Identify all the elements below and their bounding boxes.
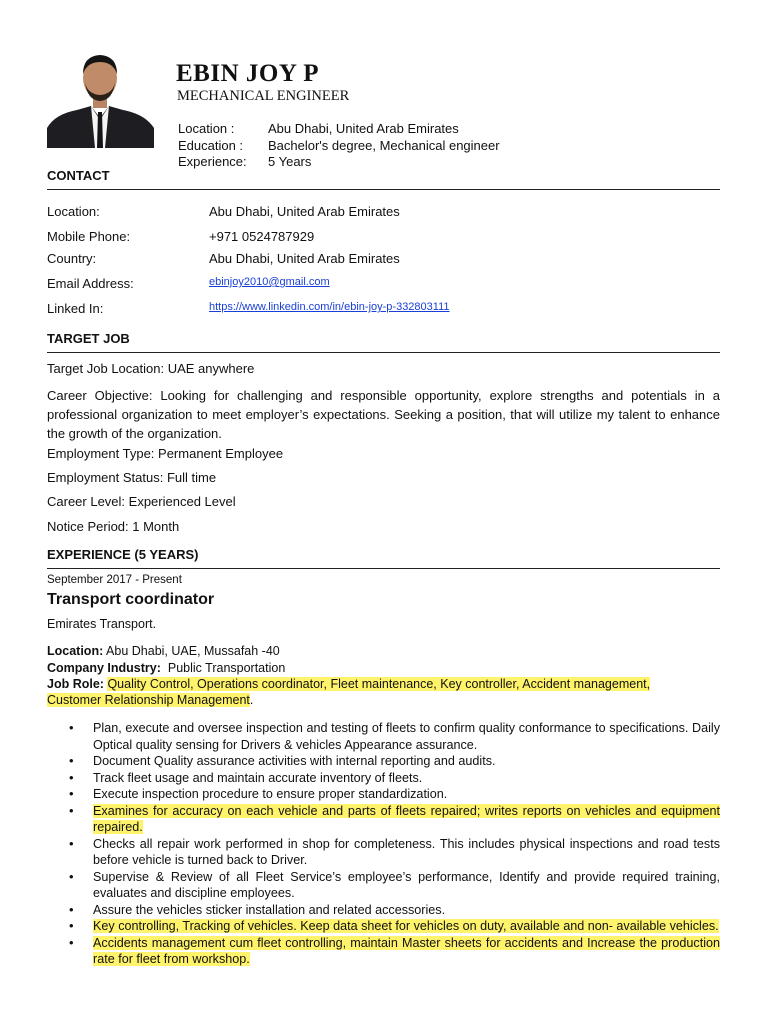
job-location-value: Abu Dhabi, UAE, Mussafah -40 xyxy=(106,644,280,658)
contact-linkedin-row xyxy=(47,301,720,316)
contact-value: Abu Dhabi, United Arab Emirates xyxy=(209,251,400,266)
job-location-label: Location: xyxy=(47,644,104,658)
list-item xyxy=(47,770,720,787)
list-item xyxy=(47,935,720,968)
bullet-text: Examines for accuracy on each vehicle and parts of fleets repaired; writes reports on vehicles and equipment repaired. xyxy=(93,803,720,834)
company-industry-label: Company Industry: xyxy=(47,661,161,675)
profile-photo xyxy=(47,48,154,148)
contact-label: Location: xyxy=(47,204,100,219)
responsibilities-list xyxy=(47,720,720,968)
linkedin-link[interactable]: https://www.linkedin.com/in/ebin-joy-p-332803111 xyxy=(209,301,450,313)
list-item xyxy=(47,836,720,869)
list-item xyxy=(47,902,720,919)
bullet-text: Execute inspection procedure to ensure proper standardization. xyxy=(93,787,448,801)
company-industry-line xyxy=(47,661,285,675)
experience-heading: EXPERIENCE (5 YEARS) xyxy=(47,547,720,569)
contact-location-row xyxy=(47,204,720,219)
career-level: Career Level: Experienced Level xyxy=(47,494,236,509)
target-job-location: Target Job Location: UAE anywhere xyxy=(47,361,255,376)
job-role-line xyxy=(47,677,687,708)
bullet-text: Checks all repair work performed in shop for completeness. This includes physical inspections and road tests before vehicle is turned back to Driver. xyxy=(93,836,720,867)
contact-phone-row xyxy=(47,229,720,244)
job-role-value: Quality Control, Operations coordinator, Fleet maintenance, Key controller, Accident management, Customer Relationship Management xyxy=(47,677,651,707)
list-item xyxy=(47,869,720,902)
summary-label: Location : xyxy=(178,121,235,136)
candidate-title: MECHANICAL ENGINEER xyxy=(177,88,350,104)
summary-education xyxy=(178,138,500,155)
job-title: Transport coordinator xyxy=(47,591,215,608)
contact-value: Abu Dhabi, United Arab Emirates xyxy=(209,204,400,219)
summary-location xyxy=(178,121,500,138)
candidate-name: EBIN JOY P xyxy=(176,60,319,87)
target-job-heading: TARGET JOB xyxy=(47,331,720,353)
bullet-text: Assure the vehicles sticker installation and related accessories. xyxy=(93,902,446,917)
bullet-text: Accidents management cum fleet controlling, maintain Master sheets for accidents and Increase the production rate for fleet from workshop. xyxy=(93,935,720,966)
career-objective: Career Objective: Looking for challenging and responsible opportunity, explore strengths and potentials in a professional organization to meet employer’s expectations. Seeking a position, that will utilize my talent to enhance the growth of the organization. xyxy=(47,388,720,441)
notice-period: Notice Period: 1 Month xyxy=(47,519,180,534)
contact-email-row xyxy=(47,276,720,291)
company-industry-value: Public Transportation xyxy=(167,661,286,675)
contact-label: Linked In: xyxy=(47,301,104,316)
bullet-text: Plan, execute and oversee inspection and testing of fleets to confirm quality conformance to specifications. Daily Optical quality sensing for Drivers & vehicles Appearance assurance. xyxy=(93,721,720,752)
bullet-text: Supervise & Review of all Fleet Service’s employee’s performance, Identify and provide required training, evaluates and discipline employees. xyxy=(93,869,720,900)
contact-value: +971 0524787929 xyxy=(209,229,315,244)
summary-label: Education : xyxy=(178,137,244,153)
bullet-text: Document Quality assurance activities with internal reporting and audits. xyxy=(93,754,496,768)
employment-status: Employment Status: Full time xyxy=(47,470,217,485)
company-name: Emirates Transport. xyxy=(47,617,157,631)
email-link[interactable]: ebinjoy2010@gmail.com xyxy=(209,276,330,288)
summary-value: Abu Dhabi, United Arab Emirates xyxy=(268,121,459,136)
list-item xyxy=(47,803,720,836)
summary-label: Experience: xyxy=(178,154,247,169)
job-role-end: . xyxy=(249,692,254,707)
summary-block xyxy=(178,121,500,171)
job-location-line xyxy=(47,644,280,658)
contact-label: Mobile Phone: xyxy=(47,229,131,244)
bullet-text: Track fleet usage and maintain accurate inventory of fleets. xyxy=(93,770,423,785)
summary-value: Bachelor's degree, Mechanical engineer xyxy=(268,137,500,153)
employment-type: Employment Type: Permanent Employee xyxy=(47,446,284,461)
job-role-label: Job Role: xyxy=(47,677,104,691)
list-item xyxy=(47,753,720,770)
list-item xyxy=(47,918,720,935)
job-period: September 2017 - Present xyxy=(47,574,182,586)
bullet-text: Key controlling, Tracking of vehicles. Keep data sheet for vehicles on duty, available and non- available vehicles. xyxy=(93,919,719,933)
summary-value: 5 Years xyxy=(268,154,312,169)
list-item xyxy=(47,720,720,753)
list-item xyxy=(47,786,720,803)
contact-label: Country: xyxy=(47,251,97,266)
contact-label: Email Address: xyxy=(47,276,134,291)
contact-heading: CONTACT xyxy=(47,168,720,190)
contact-country-row xyxy=(47,251,720,266)
